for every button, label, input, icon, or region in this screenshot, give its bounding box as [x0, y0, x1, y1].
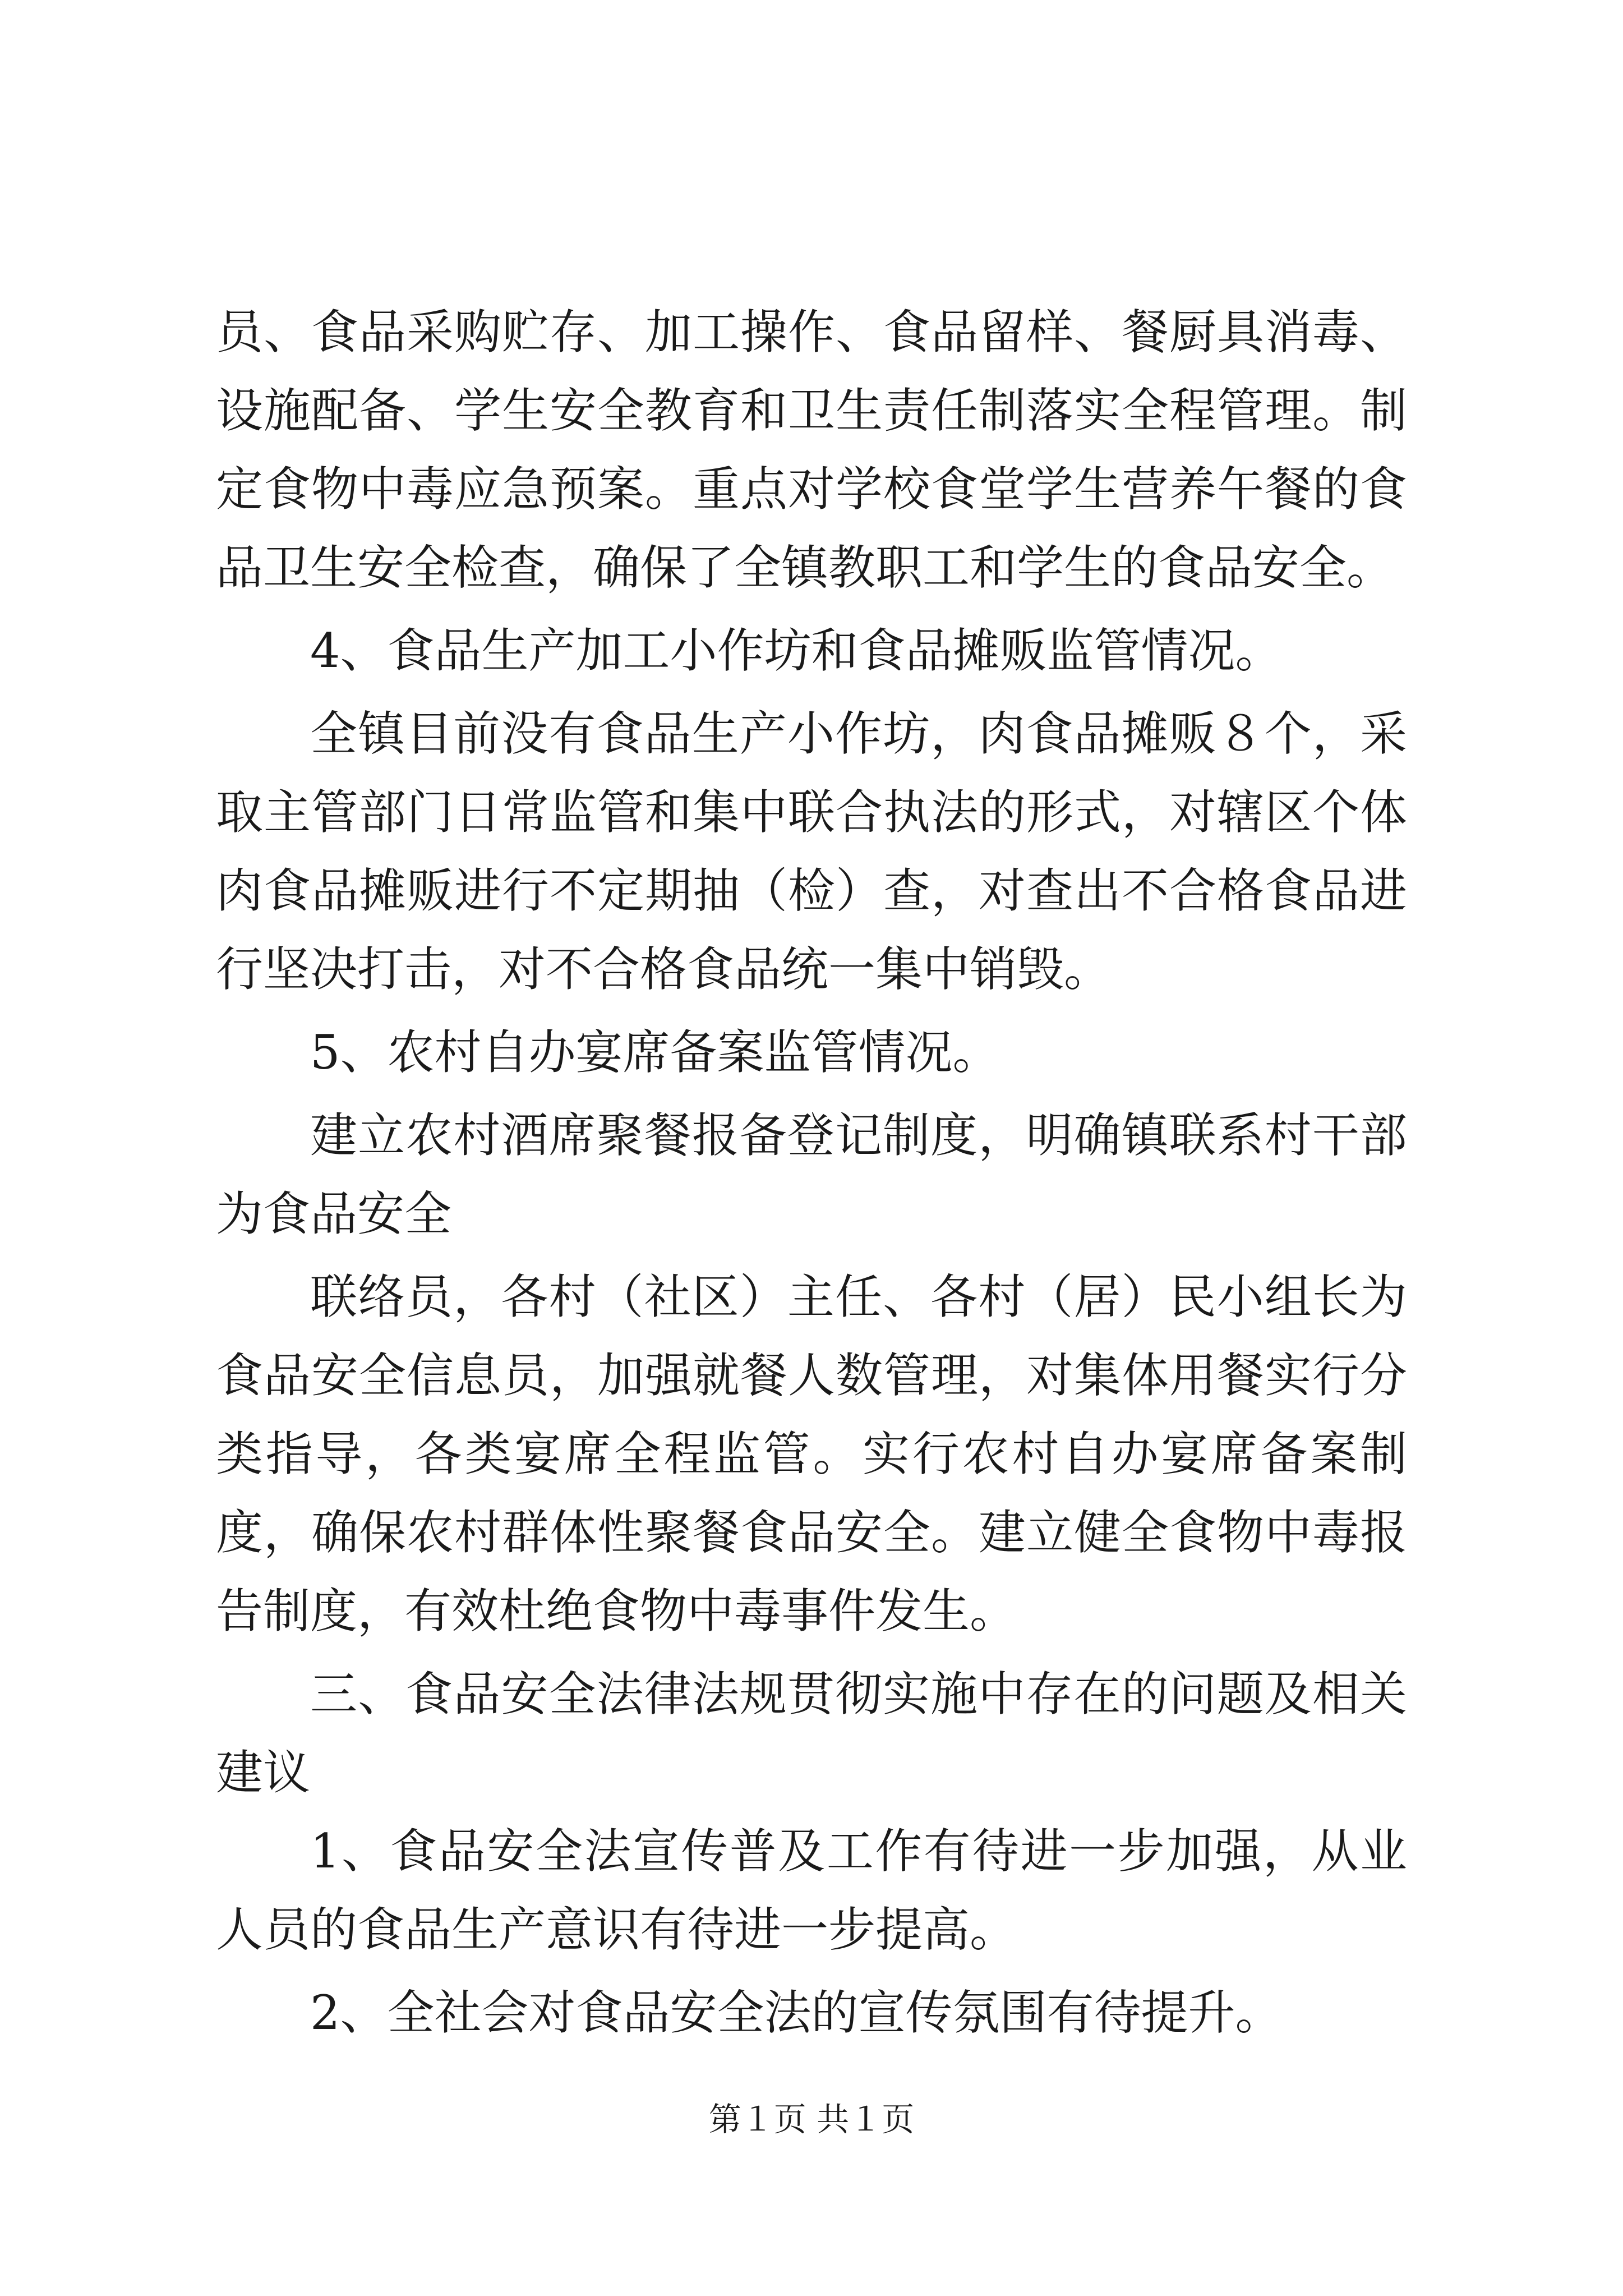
document-body: [216, 293, 1407, 2052]
section-heading-3: 三、食品安全法律法规贯彻实施中存在的问题及相关建议: [216, 1667, 1407, 1800]
paragraph-workshop-supervision: 全镇目前没有食品生产小作坊，肉食品摊贩８个，采取主管部门日常监管和集中联合执法的形式，对辖区个体肉食品摊贩进行不定期抽（检）查，对查出不合格食品进行坚决打击，对不合格食品统一集中销毁。: [216, 706, 1407, 997]
issue-item-2: 2、全社会对食品安全法的宣传氛围有待提升。: [310, 1985, 1283, 2040]
paragraph-continued: 员、食品采购贮存、加工操作、食品留样、餐厨具消毒、设施配备、学生安全教育和卫生责任制落实全程管理。制定食物中毒应急预案。重点对学校食堂学生营养午餐的食品卫生安全检查，确保了全镇教职工和学生的食品安全。: [216, 305, 1407, 595]
paragraph-banquet-registration: 建立农村酒席聚餐报备登记制度，明确镇联系村干部为食品安全: [216, 1108, 1407, 1241]
page-footer: 第１页 共１页: [708, 2100, 915, 2138]
section-heading-5: 5、农村自办宴席备案监管情况。: [310, 1025, 1000, 1080]
issue-item-1: 1、食品安全法宣传普及工作有待进一步加强，从业人员的食品生产意识有待进一步提高。: [216, 1824, 1407, 1957]
section-heading-4: 4、食品生产加工小作坊和食品摊贩监管情况。: [310, 623, 1283, 678]
paragraph-liaison-officers: 联络员，各村（社区）主任、各村（居）民小组长为食品安全信息员，加强就餐人数管理，对集体用餐实行分类指导，各类宴席全程监管。实行农村自办宴席备案制度，确保农村群体性聚餐食品安全。建立健全食物中毒报告制度，有效杜绝食物中毒事件发生。: [216, 1269, 1407, 1639]
